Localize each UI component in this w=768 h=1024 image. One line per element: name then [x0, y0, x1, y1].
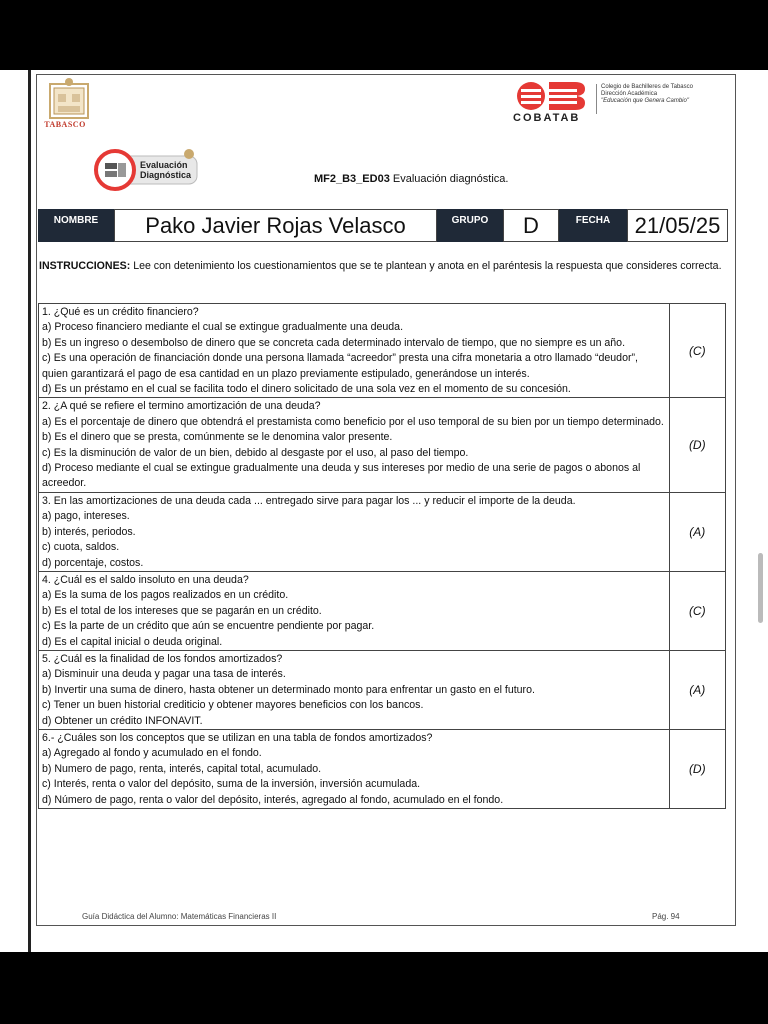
question-cell [39, 650, 670, 729]
option-text: d) porcentaje, costos. [42, 556, 144, 569]
answer-field[interactable]: (A) [669, 492, 725, 571]
group-label: GRUPO [437, 209, 503, 242]
org-line: Colegio de Bachilleres de Tabasco [601, 84, 693, 90]
option-text: b) Invertir una suma de dinero, hasta obtener un determinado monto para enfrentar un gasto en el futuro. [42, 683, 535, 696]
question-text: 4. ¿Cuál es el saldo insoluto en una deuda? [42, 573, 249, 586]
option-text: c) Tener un buen historial crediticio y obtener mayores beneficios con los bancos. [42, 699, 424, 712]
question-row [39, 492, 726, 571]
question-cell [39, 304, 670, 398]
document-page [0, 70, 768, 952]
badge-line: Diagnóstica [140, 170, 192, 180]
option-text: b) interés, periodos. [42, 525, 136, 538]
option-text: d) Obtener un crédito INFONAVIT. [42, 714, 203, 727]
student-info-row [38, 209, 728, 242]
document-title [314, 173, 508, 185]
answer-field[interactable]: (C) [669, 571, 725, 650]
group-field[interactable]: D [503, 209, 559, 242]
answer-field[interactable]: (D) [669, 398, 725, 492]
question-text: 1. ¿Qué es un crédito financiero? [42, 306, 199, 318]
option-text: b) Numero de pago, renta, interés, capital total, acumulado. [42, 762, 322, 775]
question-row [39, 398, 726, 492]
question-row [39, 571, 726, 650]
option-text: c) cuota, saldos. [42, 541, 120, 554]
question-row [39, 304, 726, 398]
org-line: "Educación que Genera Cambio" [601, 98, 689, 104]
option-text: d) Es un préstamo en el cual se facilita todo el dinero solicitado de una sola vez en el momento de su concesión. [42, 383, 571, 396]
brand-name: COBATAB [513, 112, 581, 124]
footer-guide-title: Guía Didáctica del Alumno: Matemáticas Financieras II [82, 912, 277, 921]
footer-page-number: Pág. 94 [652, 912, 680, 921]
question-text: 2. ¿A qué se refiere el termino amortización de una deuda? [42, 400, 321, 413]
question-cell [39, 398, 670, 492]
option-text: a) Agregado al fondo y acumulado en el fondo. [42, 747, 262, 760]
org-line: Dirección Académica [601, 91, 658, 97]
option-text: a) pago, intereses. [42, 510, 130, 523]
evaluation-badge-label [140, 160, 191, 180]
questions-table [38, 303, 726, 809]
date-label: FECHA [559, 209, 627, 242]
option-text: d) Es el capital inicial o deuda original. [42, 635, 223, 648]
badge-line: Evaluación [140, 160, 188, 170]
option-text: c) Es una operación de financiación donde una persona llamada “acreedor” presta una cifra monetaria a otro llamado “deudor”, quien garantizará el pago de esa cantidad en un plazo previamente estipulado, generándose un interés. [42, 352, 638, 380]
cobatab-logo-icon [515, 80, 587, 112]
question-text: 3. En las amortizaciones de una deuda cada ... entregado sirve para pagar los ... y reducir el importe de la deuda. [42, 494, 576, 507]
question-cell [39, 729, 670, 808]
option-text: d) Proceso mediante el cual se extingue gradualmente una deuda y sus intereses por medio de una serie de pagos o abonos al acreedor. [42, 462, 641, 490]
name-field[interactable]: Pako Javier Rojas Velasco [114, 209, 437, 242]
option-text: c) Interés, renta o valor del depósito, suma de la inversión, inversión acumulada. [42, 778, 421, 791]
instructions-label: INSTRUCCIONES: [39, 260, 131, 272]
org-info [596, 84, 731, 114]
question-text: 6.- ¿Cuáles son los conceptos que se utilizan en una tabla de fondos amortizados? [42, 731, 433, 744]
question-row [39, 650, 726, 729]
scrollbar-thumb[interactable] [758, 553, 763, 623]
document-title-text: Evaluación diagnóstica. [392, 173, 509, 185]
option-text: c) Es la disminución de valor de un bien, debido al desgaste por el uso, al paso del tiempo. [42, 446, 469, 459]
question-cell [39, 571, 670, 650]
instructions [39, 256, 729, 276]
answer-field[interactable]: (D) [669, 729, 725, 808]
answer-field[interactable]: (C) [669, 304, 725, 398]
state-name: TABASCO [44, 120, 86, 129]
question-cell [39, 492, 670, 571]
option-text: c) Es la parte de un crédito que aún se encuentre pendiente por pagar. [42, 620, 375, 633]
answer-field[interactable]: (A) [669, 650, 725, 729]
question-text: 5. ¿Cuál es la finalidad de los fondos amortizados? [42, 652, 283, 665]
document-code: MF2_B3_ED03 [314, 173, 390, 185]
option-text: b) Es el dinero que se presta, comúnmente se le denomina valor presente. [42, 431, 393, 444]
question-row [39, 729, 726, 808]
name-label: NOMBRE [38, 209, 114, 242]
instructions-text: Lee con detenimiento los cuestionamientos que se te plantean y anota en el paréntesis la respuesta que consideres correcta. [133, 260, 722, 272]
option-text: a) Es el porcentaje de dinero que obtendrá el prestamista como beneficio por el uso temporal de su bien por un tiempo determinado. [42, 415, 664, 428]
option-text: d) Número de pago, renta o valor del depósito, interés, agregado al fondo, acumulado en el fondo. [42, 793, 504, 806]
date-field[interactable]: 21/05/25 [627, 209, 728, 242]
page-edge-line [28, 70, 31, 952]
option-text: b) Es un ingreso o desembolso de dinero que se concreta cada determinado intervalo de tiempo, que no siempre es un año. [42, 336, 626, 349]
option-text: a) Proceso financiero mediante el cual se extingue gradualmente una deuda. [42, 321, 404, 334]
option-text: a) Es la suma de los pagos realizados en un crédito. [42, 589, 289, 602]
option-text: a) Disminuir una deuda y pagar una tasa de interés. [42, 668, 286, 681]
option-text: b) Es el total de los intereses que se pagarán en un crédito. [42, 604, 322, 617]
